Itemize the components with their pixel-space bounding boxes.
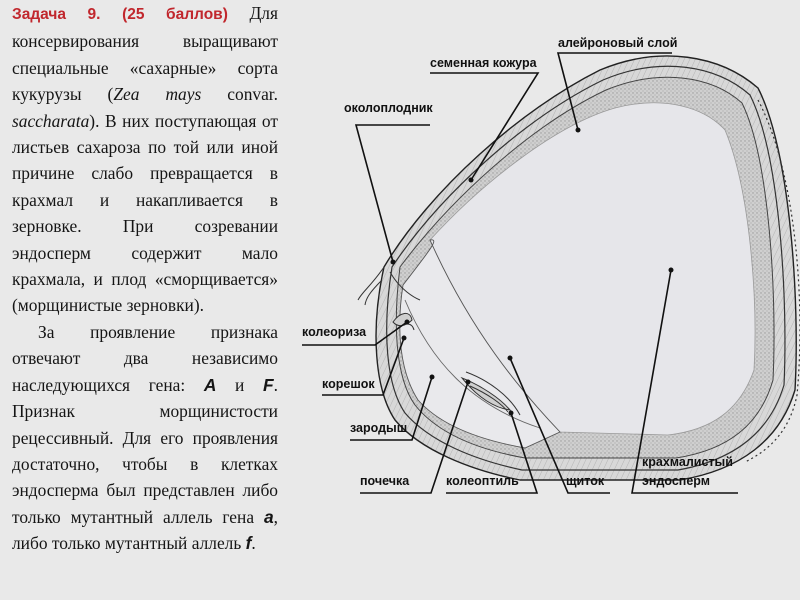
label-seed-coat: семенная кожура xyxy=(430,56,537,70)
gene-a: a xyxy=(263,506,274,527)
task-paragraph-2 xyxy=(12,319,278,557)
label-coleorhiza: колеориза xyxy=(302,325,367,339)
p2-text-b: . Признак морщинистости рецессивный. Для его проявления достаточно, чтобы в клетках эндосперма был представлен либо только мутантный аллель гена xyxy=(12,374,278,527)
task-points: (25 баллов) xyxy=(122,6,228,23)
p2-end: . xyxy=(251,533,256,554)
gene-f: f xyxy=(245,533,252,554)
task-heading: Задача 9. xyxy=(12,6,101,23)
p2-text-c: , либо только мутантный аллель xyxy=(12,506,278,554)
label-coleoptile: колеоптиль xyxy=(446,474,519,488)
label-embryo: зародыш xyxy=(350,421,408,435)
dot-scutellum xyxy=(508,356,513,361)
dot-endosperm xyxy=(669,268,674,273)
label-pericarp: околоплодник xyxy=(344,101,433,115)
dot-embryo xyxy=(430,375,435,380)
dot-seed-coat xyxy=(469,178,474,183)
label-endosperm-1: крахмалистый xyxy=(642,455,733,469)
gene-A: A xyxy=(203,374,217,395)
p1-text-a: Для консервирования выращивают специальные «сахарные» сорта кукурузы ( xyxy=(12,3,278,105)
species-name: Zea mays xyxy=(113,84,202,105)
task-text xyxy=(12,0,278,557)
dot-coleoptile xyxy=(509,411,514,416)
p2-text-a: За проявление признака отвечают два независимо наследующихся гена: xyxy=(12,321,278,395)
dot-aleurone xyxy=(576,128,581,133)
dot-plumule xyxy=(466,380,471,385)
label-endosperm-2: эндосперм xyxy=(642,474,711,488)
task-paragraph-1 xyxy=(12,0,278,319)
p1-text-b: convar. xyxy=(201,84,278,105)
gene-F: F xyxy=(263,374,274,395)
kernel-svg xyxy=(290,20,800,560)
label-plumule: почечка xyxy=(360,474,410,488)
dot-coleorhiza xyxy=(405,320,410,325)
p2-and: и xyxy=(216,374,264,395)
dot-pericarp xyxy=(391,260,396,265)
variety-name: saccharata xyxy=(12,110,90,131)
p1-text-c: ). В них поступающая от листьев сахароза по той или иной причине слабо превращается в крахмал и накапливается в зерновке. При созревании эндосперм содержит мало крахмала, и плод «сморщивается» (морщинистые зерновки). xyxy=(12,110,278,316)
label-scutellum: щиток xyxy=(566,474,605,488)
kernel-diagram xyxy=(290,20,800,560)
dot-radicle xyxy=(402,336,407,341)
label-radicle: корешок xyxy=(322,377,375,391)
label-aleurone: алейроновый слой xyxy=(558,36,678,50)
